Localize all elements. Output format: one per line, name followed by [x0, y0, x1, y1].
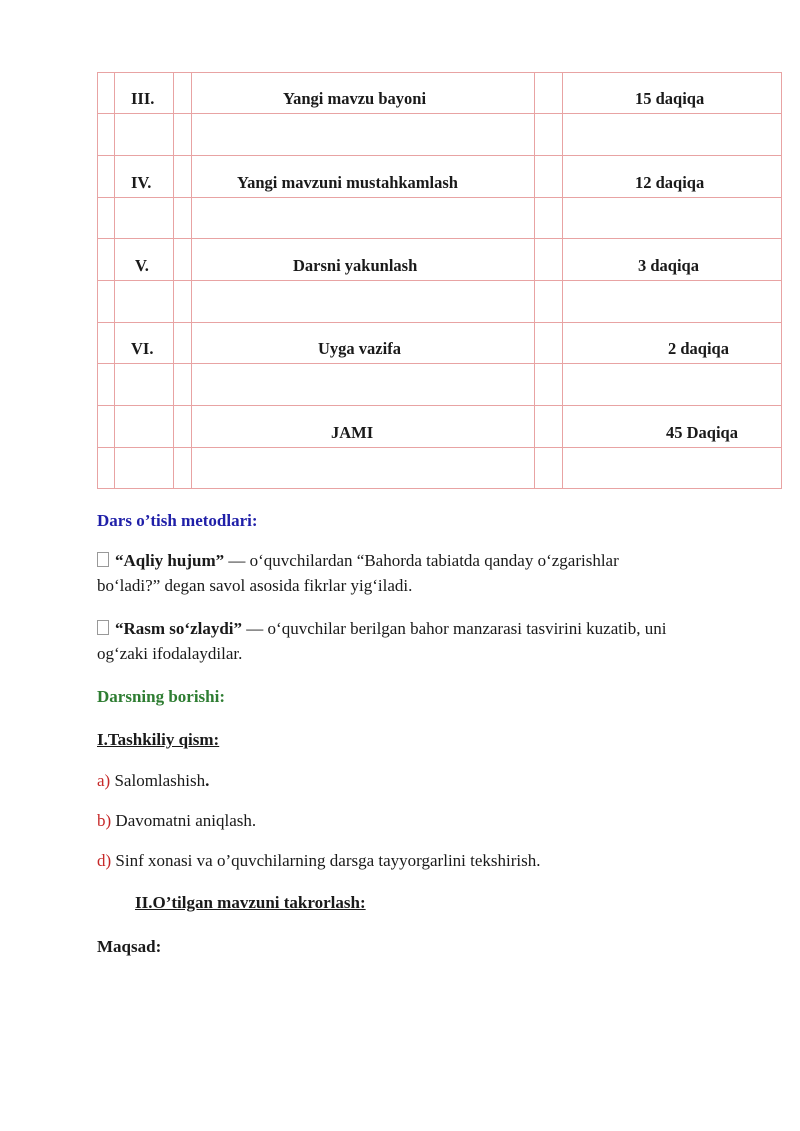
method-text-cont: bo‘ladi?” degan savol asosida fikrlar yig‘iladi. — [97, 576, 413, 595]
list-marker: d) — [97, 851, 112, 870]
table-row-time: 12 daqiqa — [635, 173, 705, 192]
table-row-num: V. — [135, 256, 149, 275]
section-organizational: I.Tashkiliy qism: — [97, 730, 220, 749]
table-row-title: Yangi mavzuni mustahkamlash — [237, 173, 458, 192]
table-row-time: 2 daqiqa — [668, 339, 729, 358]
list-item — [97, 848, 777, 873]
method-text: — o‘quvchilar berilgan bahor manzarasi tasvirini kuzatib, uni — [242, 619, 667, 638]
list-item-text: Sinf xonasi va o’quvchilarning darsga tayyorgarlini tekshirish. — [115, 851, 541, 870]
list-item-text: Salomlashish — [114, 771, 206, 790]
table-row-time: 45 Daqiqa — [666, 423, 738, 442]
progress-heading: Darsning borishi: — [97, 687, 225, 706]
method-text-cont: og‘zaki ifodalaydilar. — [97, 644, 243, 663]
list-item-text: Davomatni aniqlash. — [115, 811, 257, 830]
list-marker: b) — [97, 811, 112, 830]
table-row-num: III. — [131, 89, 155, 108]
table-row-title: Uyga vazifa — [318, 339, 401, 358]
section-review: II.O’tilgan mavzuni takrorlash: — [135, 893, 366, 912]
checkbox-glyph-icon — [97, 552, 109, 567]
lesson-plan-table — [97, 72, 782, 489]
list-item-suffix: . — [205, 771, 210, 790]
method-rasm-sozlaydi — [97, 616, 777, 641]
table-row-title: Darsni yakunlash — [293, 256, 418, 275]
methods-heading: Dars o’tish metodlari: — [97, 511, 258, 530]
table-row-title: JAMI — [331, 423, 374, 442]
table-row-time: 15 daqiqa — [635, 89, 705, 108]
list-marker: a) — [97, 771, 111, 790]
method-aqliy-hujum — [97, 548, 777, 573]
table-row-num: VI. — [131, 339, 154, 358]
list-item — [97, 768, 777, 793]
checkbox-glyph-icon — [97, 620, 109, 635]
table-row-time: 3 daqiqa — [638, 256, 699, 275]
list-item — [97, 808, 777, 833]
method-text: — o‘quvchilardan “Bahorda tabiatda qanday o‘zgarishlar — [224, 551, 619, 570]
method-title: “Rasm so‘zlaydi” — [115, 619, 243, 638]
method-title: “Aqliy hujum” — [115, 551, 225, 570]
table-row-title: Yangi mavzu bayoni — [283, 89, 427, 108]
goal-label: Maqsad: — [97, 937, 162, 956]
table-row-num: IV. — [131, 173, 152, 192]
